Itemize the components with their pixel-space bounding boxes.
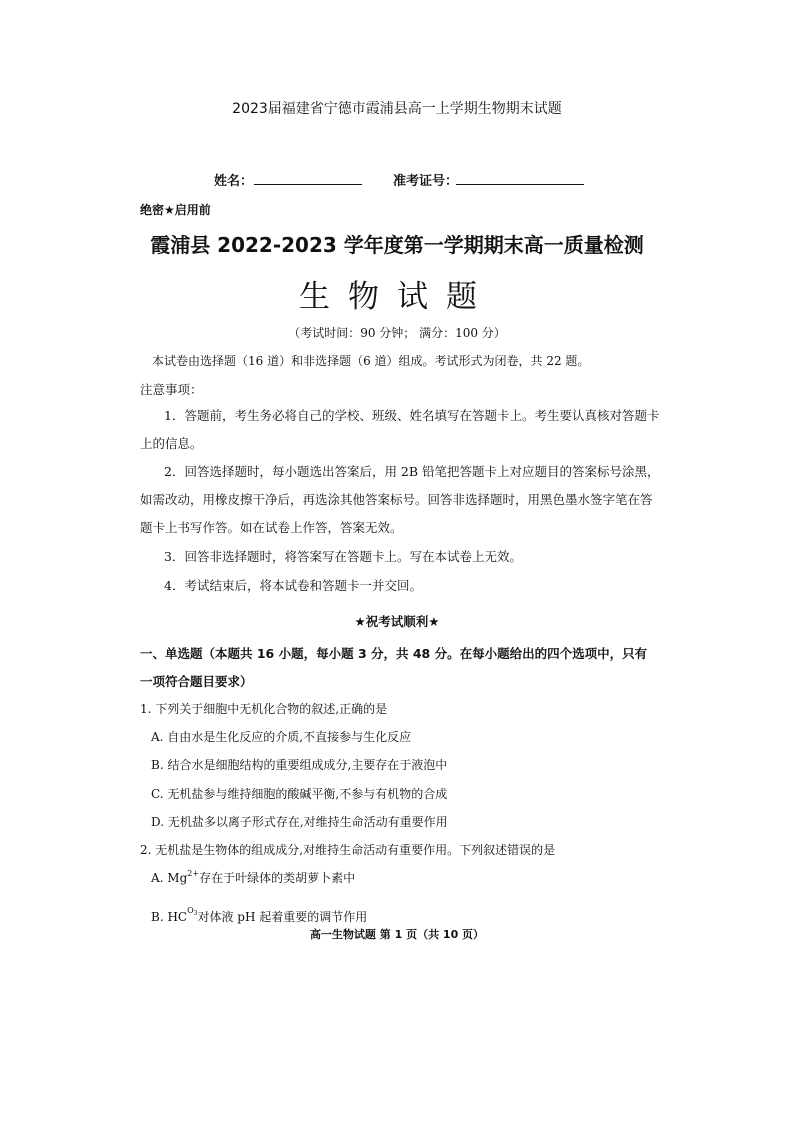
exam-id-label: 准考证号：	[393, 174, 459, 189]
question-stem: 2. 无机盐是生物体的组成成分,对维持生命活动有重要作用。下列叙述错误的是	[140, 843, 556, 857]
notes-title: 注意事项：	[140, 382, 203, 397]
question-option: D. 无机盐多以离子形式存在,对维持生命活动有重要作用	[151, 815, 448, 829]
note-item: 1．答题前，考生务必将自己的学校、班级、姓名填写在答题卡上。考生要认真核对答题卡上的信息。	[140, 408, 660, 451]
question-option: C. 无机盐参与维持细胞的酸碱平衡,不参与有机物的合成	[151, 787, 448, 801]
question-stem: 1. 下列关于细胞中无机化合物的叙述,正确的是	[140, 702, 388, 716]
note-item: 4．考试结束后，将本试卷和答题卡一并交回。	[164, 578, 422, 593]
confidential-mark: 绝密★启用前	[140, 203, 211, 217]
subject-title: 生物试题	[299, 279, 495, 315]
page-footer: 高一生物试题 第 1 页（共 10 页）	[309, 928, 485, 941]
question-option: B. $HC^{O_3}$对体液 pH 起着重要的调节作用	[151, 906, 368, 924]
question-option: B. 结合水是细胞结构的重要组成成分,主要存在于液泡中	[151, 758, 448, 772]
note-item: 2．回答选择题时，每小题选出答案后，用 2B 铅笔把答题卡上对应题目的答案标号涂黑，如需改动，用橡皮擦干净后，再选涂其他答案标号。回答非选择题时，用黑色墨水签字笔在答题卡上书写作答。如在试卷上作答，答案无效。	[140, 464, 660, 535]
exam-title: 霞浦县 2022-2023 学年度第一学期期末高一质量检测	[150, 233, 644, 257]
note-item: 3．回答非选择题时，将答案写在答题卡上。写在本试卷上无效。	[164, 549, 522, 564]
exam-intro: 本试卷由选择题（16 道）和非选择题（6 道）组成。考试形式为闭卷，共 22 题。	[152, 354, 590, 368]
exam-time-info: （考试时间：90 分钟； 满分：100 分）	[288, 326, 506, 340]
exam-id-blank	[456, 184, 584, 185]
name-label: 姓名：	[214, 174, 254, 189]
question-option: A. $Mg^{2+}$存在于叶绿体的类胡萝卜素中	[151, 869, 356, 885]
question-option: A. 自由水是生化反应的介质,不直接参与生化反应	[151, 730, 412, 744]
good-luck-line: ★祝考试顺利★	[354, 614, 440, 629]
document-title: 2023届福建省宁德市霞浦县高一上学期生物期末试题	[232, 101, 562, 117]
section-heading: 一、单选题（本题共 16 小题，每小题 3 分，共 48 分。在每小题给出的四个选项中，只有一项符合题目要求）	[140, 646, 648, 689]
name-blank	[254, 184, 362, 185]
